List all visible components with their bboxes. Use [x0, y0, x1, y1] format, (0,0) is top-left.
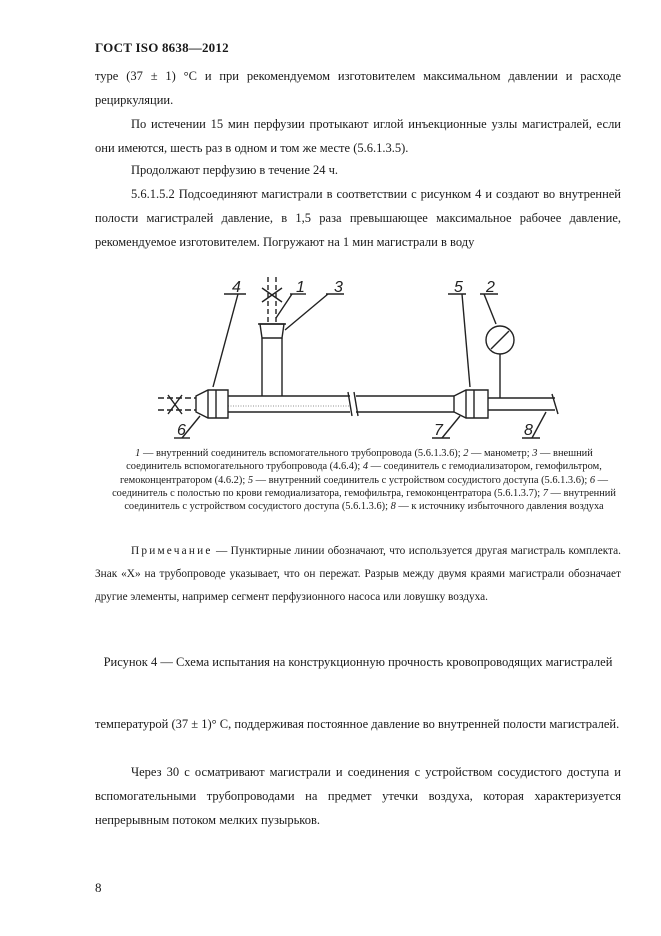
connector-top [260, 324, 284, 338]
figure-note [95, 540, 621, 609]
label-3: 3 [334, 279, 343, 296]
label-8: 8 [524, 422, 533, 439]
leader-7 [442, 416, 460, 438]
legend-text-1: — внутренний соединитель вспомогательного трубопровода (5.6.1.3.6); [140, 448, 464, 459]
paragraph-inspection: Через 30 с осматривают магистрали и соединения с устройством сосудистого доступа и вспомогательными трубопроводами на предмет утечки воздуха, которая характеризуется непрерывным потоком мелких пузырьков. [95, 765, 621, 827]
label-6: 6 [177, 422, 186, 439]
leader-8 [532, 412, 546, 438]
leader-5 [462, 294, 470, 387]
legend-num-8: 8 [390, 501, 396, 513]
clamp-x-top [262, 288, 282, 302]
connector-right [454, 390, 488, 418]
leader-1 [276, 294, 292, 318]
legend-text-3: — внешний соединитель вспомогательного трубопровода (4.6.4); [126, 448, 593, 473]
legend-text-6: — соединитель с полостью по крови гемодиализатора, гемофильтра, гемоконцентратора (5.6.1.3.7); [112, 474, 609, 499]
paragraph-5-6-1-5-2: 5.6.1.5.2 Подсоединяют магистрали в соответствии с рисунком 4 и создают во внутренней полости магистралей давление, в 1,5 раза превышающее максимальное рабочее давление, рекомендуемое изготовителем. Погружают на 1 мин магистрали в воду [95, 187, 621, 249]
connector-left [196, 390, 228, 418]
label-1: 1 [296, 279, 305, 296]
legend-num-2: 2 [463, 448, 469, 459]
legend-num-6: 6 [589, 474, 596, 486]
legend-num-4: 4 [362, 461, 369, 473]
legend-text-8: — к источнику избыточного давления воздуха [395, 501, 604, 513]
clamp-x-left [168, 395, 182, 414]
leader-3 [285, 294, 328, 330]
note-label: Примечание [131, 545, 213, 557]
legend-text-2: — манометр; [468, 448, 530, 459]
figure-legend [108, 447, 620, 513]
legend-num-3: 3 [532, 448, 538, 459]
paragraph-perfusion-needle: По истечении 15 мин перфузии протыкают иглой инъекционные узлы магистралей, если они имеются, шесть раз в одном и том же месте (5.6.1.3.5). [95, 117, 621, 155]
document-header: ГОСТ ISO 8638—2012 [95, 40, 229, 55]
label-2: 2 [486, 279, 495, 296]
legend-num-7: 7 [542, 487, 548, 499]
label-5: 5 [454, 279, 463, 296]
legend-text-5: — внутренний соединитель с устройством сосудистого доступа (5.6.1.3.6); [253, 474, 590, 486]
note-text: — Пунктирные линии обозначают, что используется другая магистраль комплекта. Знак «Х» на трубопроводе указывает, что он пережат. Разрыв между двумя краями магистрали обозначает другие элементы, например сегмент перфузионного насоса или ловушку воздуха. [95, 545, 621, 603]
figure-4-diagram [150, 272, 570, 442]
legend-num-1: 1 [135, 448, 141, 459]
leader-2 [484, 294, 496, 324]
legend-text-7: — внутренний соединитель с устройством сосудистого доступа (5.6.1.3.6); [124, 487, 616, 513]
label-4: 4 [232, 279, 241, 296]
leader-4 [213, 294, 238, 387]
paragraph-continuation: туре (37 ± 1) °С и при рекомендуемом изготовителем максимальном давлении и расходе рециркуляции. [95, 69, 621, 107]
label-7: 7 [434, 422, 443, 439]
paragraph-continue-perfusion: Продолжают перфузию в течение 24 ч. [131, 163, 339, 177]
paragraph-temperature: температурой (37 ± 1)° С, поддерживая постоянное давление во внутренней полости магистралей. [95, 717, 620, 731]
figure-caption: Рисунок 4 — Схема испытания на конструкционную прочность кровопроводящих магистралей [103, 655, 613, 669]
legend-num-5: 5 [247, 474, 254, 486]
legend-text-4: — соединитель с гемодиализатором, гемофильтром, гемоконцентратором (4.6.2); [119, 461, 602, 486]
page-number: 8 [95, 880, 102, 895]
